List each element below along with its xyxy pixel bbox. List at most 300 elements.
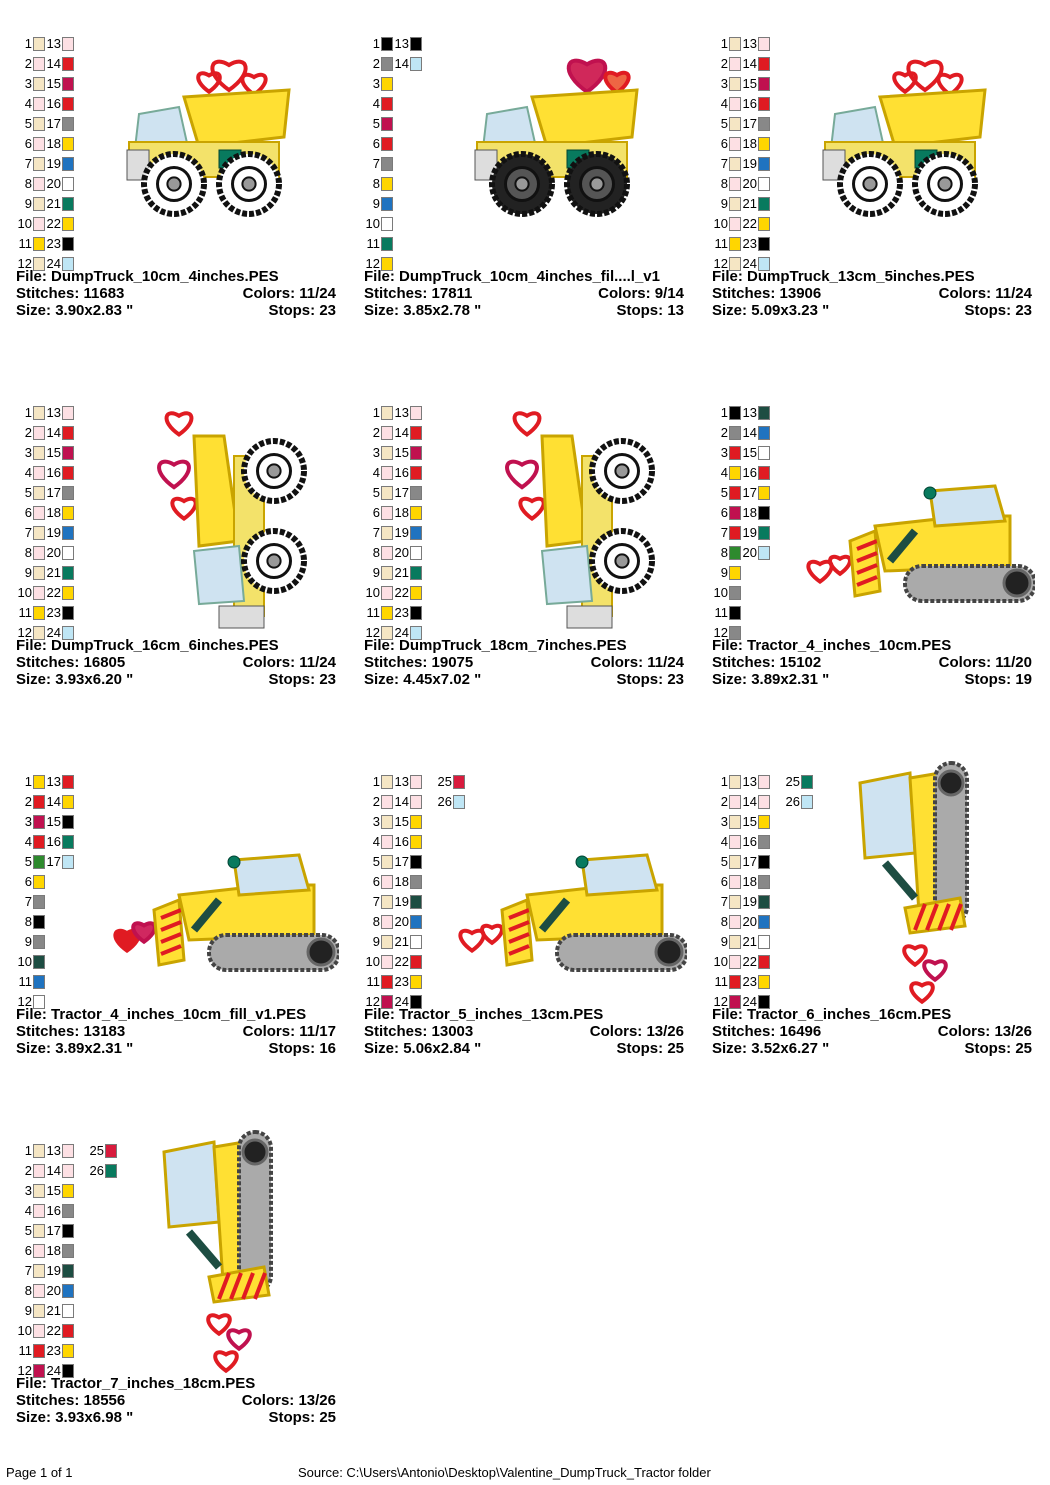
- thread-color-entry: [393, 972, 422, 992]
- thread-color-entry: [393, 463, 422, 483]
- size-label: Size:: [364, 671, 404, 688]
- thread-color-entry: [741, 114, 770, 134]
- thread-color-entry: [8, 214, 45, 234]
- thread-color-entry: [8, 603, 45, 623]
- thread-number: 2: [372, 56, 380, 71]
- thread-number: 3: [720, 445, 728, 460]
- thread-number: 7: [720, 894, 728, 909]
- thread-color-entry: [356, 952, 393, 972]
- thread-color-entry: [741, 972, 770, 992]
- stitches-value: 19075: [431, 654, 474, 671]
- thread-color-entry: [704, 772, 741, 792]
- thread-number: 10: [17, 585, 32, 600]
- thread-color-entry: [45, 1221, 74, 1241]
- thread-swatch: [33, 795, 45, 809]
- thread-number: 11: [18, 1343, 32, 1358]
- thread-color-entry: [356, 174, 393, 194]
- thread-swatch: [410, 855, 422, 869]
- thread-number: 12: [365, 256, 380, 271]
- size-label: Size:: [16, 1409, 56, 1426]
- thread-number: 22: [46, 585, 61, 600]
- thread-swatch: [33, 217, 45, 231]
- thread-swatch: [410, 37, 422, 51]
- dump-bed-shape: [194, 436, 239, 546]
- thread-color-entry: [8, 523, 45, 543]
- thread-number: 8: [720, 545, 728, 560]
- thread-number: 17: [46, 485, 61, 500]
- thread-color-entry: [741, 912, 770, 932]
- thread-color-entry: [393, 832, 422, 852]
- thread-number: 16: [742, 465, 757, 480]
- thread-swatch: [758, 237, 770, 251]
- thread-swatch: [381, 915, 393, 929]
- colors-value: 11/17: [299, 1023, 336, 1040]
- thread-number: 12: [17, 256, 32, 271]
- thread-number: 15: [46, 445, 61, 460]
- thread-swatch: [33, 775, 45, 789]
- design-card-tr4fill: [4, 750, 334, 1090]
- file-name: DumpTruck_13cm_5inches.PES: [747, 268, 975, 285]
- thread-color-entry: [8, 34, 45, 54]
- thread-swatch: [33, 835, 45, 849]
- dump-bed-shape: [880, 90, 985, 147]
- thread-swatch: [62, 446, 74, 460]
- thread-color-entry: [45, 443, 74, 463]
- thread-swatch: [62, 1144, 74, 1158]
- thread-color-entry: [45, 1181, 74, 1201]
- thread-color-entry: [45, 563, 74, 583]
- stops-value: 23: [667, 671, 684, 688]
- embroidery-preview: [815, 42, 1015, 232]
- thread-swatch: [62, 506, 74, 520]
- thread-swatch: [381, 815, 393, 829]
- thread-swatch: [758, 406, 770, 420]
- heart-shape: [215, 1352, 237, 1370]
- page-number: Page 1 of 1: [6, 1465, 73, 1480]
- stops-value: 13: [667, 302, 684, 319]
- thread-number: 21: [394, 565, 409, 580]
- size-label: Size:: [16, 302, 56, 319]
- thread-swatch: [729, 57, 741, 71]
- thread-number: 7: [24, 1263, 32, 1278]
- thread-number: 18: [742, 874, 757, 889]
- thread-number: 8: [24, 545, 32, 560]
- file-name: Tractor_4_inches_10cm_fill_v1.PES: [51, 1006, 307, 1023]
- thread-number: 18: [46, 136, 61, 151]
- thread-number: 12: [17, 994, 32, 1009]
- thread-color-entry: [784, 772, 813, 792]
- embroidery-preview: [99, 800, 339, 980]
- thread-color-entry: [45, 503, 74, 523]
- axle-shape: [267, 554, 280, 567]
- thread-color-entry: [741, 523, 770, 543]
- thread-swatch: [410, 775, 422, 789]
- thread-swatch: [410, 566, 422, 580]
- thread-number: 2: [720, 794, 728, 809]
- thread-color-entry: [45, 792, 74, 812]
- thread-swatch: [801, 795, 813, 809]
- thread-number: 19: [742, 525, 757, 540]
- thread-swatch: [33, 526, 45, 540]
- light-shape: [228, 856, 240, 868]
- thread-color-entry: [356, 423, 393, 443]
- thread-number: 24: [394, 625, 409, 640]
- thread-swatch: [33, 426, 45, 440]
- thread-number: 14: [394, 794, 409, 809]
- design-info: [712, 1006, 1032, 1057]
- thread-color-entry: [45, 214, 74, 234]
- thread-color-entry: [704, 34, 741, 54]
- thread-color-entry: [741, 872, 770, 892]
- thread-number: 26: [89, 1163, 104, 1178]
- thread-number: 4: [720, 96, 728, 111]
- thread-color-entry: [8, 543, 45, 563]
- thread-swatch: [33, 1304, 45, 1318]
- thread-number: 1: [24, 36, 32, 51]
- hydraulic-arm-shape: [189, 1232, 219, 1267]
- size-value: 5.09x3.23 ": [751, 302, 830, 319]
- thread-number: 6: [720, 136, 728, 151]
- thread-color-entry: [704, 852, 741, 872]
- thread-color-entry: [8, 792, 45, 812]
- size-value: 3.90x2.83 ": [55, 302, 134, 319]
- colors-value: 11/24: [995, 285, 1032, 302]
- design-info: [16, 268, 336, 319]
- thread-color-entry: [356, 54, 393, 74]
- thread-color-entry: [45, 603, 74, 623]
- thread-swatch: [381, 237, 393, 251]
- thread-number: 17: [394, 485, 409, 500]
- thread-number: 22: [46, 216, 61, 231]
- thread-swatch: [33, 1204, 45, 1218]
- file-label: File:: [16, 637, 52, 654]
- thread-number: 15: [394, 814, 409, 829]
- heart-shape: [569, 61, 606, 92]
- thread-color-entry: [45, 234, 74, 254]
- thread-swatch: [381, 935, 393, 949]
- thread-swatch: [105, 1144, 117, 1158]
- thread-number: 9: [720, 934, 728, 949]
- thread-number: 2: [720, 425, 728, 440]
- thread-color-entry: [45, 583, 74, 603]
- cab-shape: [194, 546, 244, 604]
- thread-swatch: [410, 486, 422, 500]
- thread-number: 19: [46, 1263, 61, 1278]
- thread-swatch: [381, 157, 393, 171]
- embroidery-preview: [144, 1127, 294, 1382]
- thread-number: 21: [46, 565, 61, 580]
- axle-shape: [167, 177, 180, 190]
- file-name: DumpTruck_10cm_4inches_fil....l_v1: [399, 268, 660, 285]
- thread-number: 4: [24, 465, 32, 480]
- stops-value: 23: [319, 671, 336, 688]
- thread-color-entry: [704, 483, 741, 503]
- thread-color-entry: [704, 812, 741, 832]
- thread-number: 5: [372, 854, 380, 869]
- thread-color-entry: [741, 772, 770, 792]
- thread-swatch: [381, 486, 393, 500]
- thread-swatch: [410, 875, 422, 889]
- cab-shape: [234, 855, 309, 895]
- axle-shape: [590, 177, 603, 190]
- heart-shape: [808, 562, 831, 582]
- stops-value: 19: [1015, 671, 1032, 688]
- thread-swatch: [410, 57, 422, 71]
- thread-color-entry: [704, 972, 741, 992]
- heart-shape: [159, 462, 189, 488]
- design-info: [16, 1375, 336, 1426]
- thread-color-entry: [356, 234, 393, 254]
- file-label: File:: [712, 1006, 748, 1023]
- thread-number: 3: [720, 814, 728, 829]
- stitches-label: Stitches:: [712, 285, 780, 302]
- stops-label: Stops:: [616, 671, 668, 688]
- thread-swatch: [381, 566, 393, 580]
- thread-number: 23: [394, 605, 409, 620]
- thread-number: 9: [24, 934, 32, 949]
- thread-swatch: [729, 975, 741, 989]
- thread-number: 24: [742, 994, 757, 1009]
- heart-shape: [520, 499, 543, 519]
- thread-swatch: [410, 506, 422, 520]
- design-info: [712, 637, 1032, 688]
- thread-number: 16: [742, 834, 757, 849]
- thread-swatch: [62, 77, 74, 91]
- thread-color-entry: [741, 423, 770, 443]
- thread-number: 7: [24, 525, 32, 540]
- stops-label: Stops:: [268, 1409, 320, 1426]
- stitches-label: Stitches:: [364, 654, 432, 671]
- thread-swatch: [410, 835, 422, 849]
- thread-swatch: [33, 1284, 45, 1298]
- dump-bed-shape: [532, 90, 637, 147]
- thread-number: 21: [46, 196, 61, 211]
- thread-number: 19: [742, 156, 757, 171]
- stitches-label: Stitches:: [364, 1023, 432, 1040]
- thread-color-entry: [741, 792, 770, 812]
- thread-number: 14: [742, 56, 757, 71]
- thread-number: 10: [365, 585, 380, 600]
- thread-color-entry: [8, 912, 45, 932]
- thread-number: 9: [372, 565, 380, 580]
- thread-number: 23: [46, 605, 61, 620]
- thread-color-entry: [741, 403, 770, 423]
- thread-color-entry: [704, 174, 741, 194]
- thread-number: 4: [720, 465, 728, 480]
- thread-number: 10: [365, 216, 380, 231]
- thread-color-entry: [704, 134, 741, 154]
- size-value: 3.52x6.27 ": [751, 1040, 830, 1057]
- thread-color-entry: [356, 134, 393, 154]
- thread-number: 3: [24, 814, 32, 829]
- thread-swatch: [381, 37, 393, 51]
- thread-swatch: [410, 935, 422, 949]
- thread-number: 15: [46, 1183, 61, 1198]
- cab-shape: [930, 486, 1005, 526]
- thread-color-entry: [356, 972, 393, 992]
- thread-color-entry: [741, 812, 770, 832]
- thread-color-entry: [8, 1241, 45, 1261]
- thread-number: 17: [46, 1223, 61, 1238]
- stops-value: 25: [667, 1040, 684, 1057]
- thread-swatch: [729, 815, 741, 829]
- thread-swatch: [729, 935, 741, 949]
- thread-swatch: [381, 177, 393, 191]
- thread-swatch: [729, 466, 741, 480]
- thread-number: 11: [714, 236, 728, 251]
- size-label: Size:: [712, 302, 752, 319]
- thread-color-entry: [45, 1161, 74, 1181]
- thread-number: 13: [46, 1143, 61, 1158]
- design-info: [364, 637, 684, 688]
- heart-shape: [507, 462, 537, 488]
- thread-swatch: [729, 177, 741, 191]
- thread-swatch: [33, 815, 45, 829]
- thread-color-entry: [356, 463, 393, 483]
- thread-swatch: [729, 446, 741, 460]
- thread-swatch: [62, 795, 74, 809]
- thread-number: 10: [713, 954, 728, 969]
- thread-swatch: [62, 566, 74, 580]
- thread-swatch: [729, 137, 741, 151]
- thread-swatch: [410, 915, 422, 929]
- size-label: Size:: [16, 671, 56, 688]
- thread-number: 10: [365, 954, 380, 969]
- colors-value: 13/26: [646, 1023, 684, 1040]
- thread-number: 6: [372, 136, 380, 151]
- thread-color-entry: [741, 463, 770, 483]
- thread-number: 17: [742, 485, 757, 500]
- thread-number: 4: [24, 96, 32, 111]
- thread-swatch: [729, 217, 741, 231]
- stitches-label: Stitches:: [712, 654, 780, 671]
- thread-color-entry: [8, 583, 45, 603]
- thread-number: 14: [394, 425, 409, 440]
- thread-color-entry: [356, 503, 393, 523]
- thread-swatch: [33, 855, 45, 869]
- thread-number: 22: [46, 1323, 61, 1338]
- thread-color-entry: [45, 523, 74, 543]
- thread-number: 2: [720, 56, 728, 71]
- stops-value: 25: [1015, 1040, 1032, 1057]
- thread-swatch: [33, 1164, 45, 1178]
- thread-color-entry: [356, 543, 393, 563]
- thread-color-entry: [704, 154, 741, 174]
- thread-color-entry: [393, 792, 422, 812]
- thread-swatch: [33, 37, 45, 51]
- heart-shape: [228, 1330, 250, 1348]
- thread-color-entry: [45, 1241, 74, 1261]
- thread-swatch: [381, 117, 393, 131]
- thread-swatch: [729, 97, 741, 111]
- thread-number: 17: [742, 854, 757, 869]
- thread-color-entry: [704, 952, 741, 972]
- sprocket-shape: [1004, 570, 1030, 596]
- thread-swatch: [33, 157, 45, 171]
- thread-swatch: [381, 137, 393, 151]
- thread-number: 7: [24, 894, 32, 909]
- stitches-value: 13906: [779, 285, 822, 302]
- thread-color-entry: [356, 772, 393, 792]
- thread-number: 19: [742, 894, 757, 909]
- thread-swatch: [410, 546, 422, 560]
- thread-color-entry: [45, 114, 74, 134]
- thread-color-entry: [741, 892, 770, 912]
- thread-number: 15: [742, 445, 757, 460]
- thread-swatch: [729, 117, 741, 131]
- thread-number: 5: [720, 485, 728, 500]
- thread-color-entry: [393, 423, 422, 443]
- thread-color-entry: [393, 583, 422, 603]
- thread-color-entry: [45, 174, 74, 194]
- colors-label: Colors:: [242, 1023, 300, 1040]
- thread-swatch: [33, 117, 45, 131]
- heart-shape: [208, 1315, 230, 1333]
- colors-label: Colors:: [938, 654, 996, 671]
- thread-color-entry: [741, 214, 770, 234]
- file-name: DumpTruck_18cm_7inches.PES: [399, 637, 627, 654]
- stitches-value: 13003: [431, 1023, 474, 1040]
- thread-number: 16: [742, 96, 757, 111]
- thread-swatch: [729, 77, 741, 91]
- thread-color-entry: [704, 872, 741, 892]
- thread-number: 9: [372, 196, 380, 211]
- thread-swatch: [62, 586, 74, 600]
- stops-value: 23: [319, 302, 336, 319]
- thread-number: 3: [24, 76, 32, 91]
- thread-color-entry: [8, 1281, 45, 1301]
- thread-swatch: [758, 117, 770, 131]
- heart-shape: [482, 926, 502, 943]
- thread-color-entry: [704, 443, 741, 463]
- thread-number: 12: [713, 994, 728, 1009]
- thread-swatch: [758, 546, 770, 560]
- thread-color-entry: [356, 832, 393, 852]
- design-info: [712, 268, 1032, 319]
- thread-color-entry: [356, 403, 393, 423]
- thread-swatch: [381, 197, 393, 211]
- thread-color-entry: [356, 892, 393, 912]
- thread-color-entry: [45, 463, 74, 483]
- size-value: 3.93x6.98 ": [55, 1409, 134, 1426]
- thread-swatch: [381, 775, 393, 789]
- thread-number: 11: [714, 605, 728, 620]
- thread-color-entry: [45, 194, 74, 214]
- thread-color-entry: [45, 1321, 74, 1341]
- thread-color-entry: [8, 94, 45, 114]
- thread-number: 6: [372, 505, 380, 520]
- design-card-tr5: [352, 750, 682, 1090]
- stitches-label: Stitches:: [16, 654, 84, 671]
- thread-number: 14: [394, 56, 409, 71]
- thread-swatch: [801, 775, 813, 789]
- thread-number: 3: [720, 76, 728, 91]
- sprocket-shape: [939, 771, 963, 795]
- thread-color-entry: [704, 194, 741, 214]
- thread-color-entry: [704, 403, 741, 423]
- thread-number: 15: [742, 76, 757, 91]
- thread-color-entry: [741, 74, 770, 94]
- thread-number: 25: [89, 1143, 104, 1158]
- thread-number: 8: [372, 545, 380, 560]
- thread-number: 24: [46, 256, 61, 271]
- thread-color-entry: [704, 423, 741, 443]
- thread-number: 12: [17, 625, 32, 640]
- thread-number: 1: [24, 1143, 32, 1158]
- design-card-dt16: [4, 381, 334, 721]
- design-card-dt10fill: [352, 12, 682, 352]
- dump-bed-shape: [542, 436, 587, 546]
